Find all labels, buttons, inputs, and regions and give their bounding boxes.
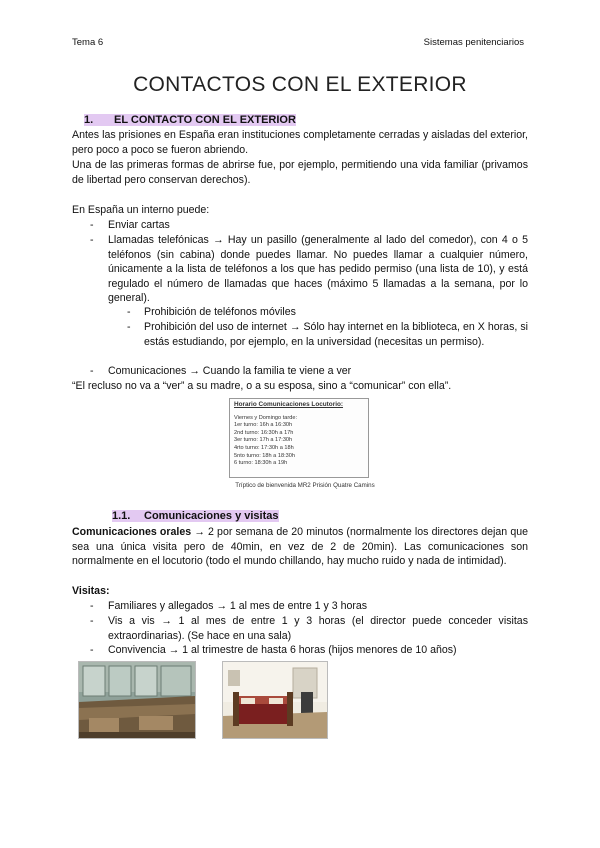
para-1: Antes las prisiones en España eran instituciones completamente cerradas y aisladas del exterior, pero poco a poco se fueron abriendo.: [72, 129, 528, 156]
section-1-number: 1.: [84, 114, 110, 126]
schedule-row: 5nto turno: 18h a 18:30h: [234, 452, 295, 459]
page-title: CONTACTOS CON EL EXTERIOR: [133, 73, 467, 96]
para-2: Una de las primeras formas de abrirse fue, por ejemplo, permitiendo una vida familiar (privamos de libertad pero conservan derechos).: [72, 159, 528, 186]
dash: -: [90, 234, 94, 246]
dash: -: [90, 615, 94, 627]
dash: -: [127, 306, 131, 318]
header-left: Tema 6: [72, 37, 104, 48]
dash: -: [127, 321, 131, 333]
oral-text: → 2 por semana de 20 minutos (normalmente los directores dejan que sea una única visita pero de 40min, en vez de 2 de 20min). Las comunicaciones son normalmente en el locutorio (todo el mundo chillando, hay mucho ruido y nada de intimidad).: [72, 526, 529, 567]
section-1-title: EL CONTACTO CON EL EXTERIOR: [110, 114, 296, 126]
quote: “El recluso no va a “ver” a su madre, o a su esposa, sino a “comunicar” con ella”.: [72, 380, 452, 392]
dash: -: [90, 600, 94, 612]
dash: -: [90, 365, 94, 377]
visit-item: Familiares y allegados → 1 al mes de entre 1 y 3 horas: [108, 600, 368, 612]
list-item: Enviar cartas: [108, 219, 170, 231]
sub-list-item: Prohibición del uso de internet → Sólo hay internet en la biblioteca, en X horas, si estás estudiando, por ejemplo, en la universidad (necesitas un permiso).: [144, 321, 528, 348]
visit-item: Vis a vis → 1 al mes de entre 1 y 3 horas (el director puede conceder visitas extraordinarias). (Se hace en una sala): [108, 615, 528, 642]
list-intro: En España un interno puede:: [72, 204, 210, 216]
schedule-title: Horario Comunicaciones Locutorio:: [234, 401, 344, 408]
schedule-row: 3er turno: 17h a 17:30h: [234, 437, 293, 444]
schedule-row: 2nd turno: 16:30h a 17h: [234, 429, 294, 436]
schedule-row: 6 turno: 18:30h a 19h: [234, 460, 288, 467]
schedule-days: Viernes y Domingo tarde:: [234, 414, 298, 421]
list-item: Comunicaciones → Cuando la familia te viene a ver: [108, 365, 352, 377]
dash: -: [90, 219, 94, 231]
schedule-row: 4rto turno: 17:30h a 18h: [234, 444, 294, 451]
schedule-image: [229, 398, 369, 478]
schedule-row: 1er turno: 16h a 16:30h: [234, 422, 293, 429]
sub-list-item: Prohibición de teléfonos móviles: [144, 306, 296, 318]
oral-communications: [72, 525, 528, 569]
visiting-room-photo: [78, 661, 196, 739]
visit-item: Convivencia → 1 al trimestre de hasta 6 horas (hijos menores de 10 años): [108, 644, 457, 656]
family-room-photo: [222, 661, 328, 739]
oral-label: Comunicaciones orales: [72, 526, 192, 538]
section-1-1-number: 1.1.: [112, 510, 140, 522]
section-1-1-heading: [112, 510, 279, 522]
dash: -: [90, 644, 94, 656]
visits-label: Visitas:: [72, 585, 110, 597]
list-item: Llamadas telefónicas → Hay un pasillo (generalmente al lado del comedor), con 4 o 5 teléfonos (sin cabina) donde puedes llamar. No puedes llamar a cualquier número, únicamente a la lista de teléfonos a los que has pedido permiso (una lista de 10), y está regulado el número de llamadas que haces (máximo 5 llamadas a la semana, por lo general).: [108, 234, 528, 304]
section-1-heading: [84, 114, 296, 126]
section-1-1-title: Comunicaciones y visitas: [140, 510, 279, 522]
schedule-caption: Tríptico de bienvenida MR2 Prisión Quatre Camins: [235, 482, 375, 489]
header-right: Sistemas penitenciarios: [423, 37, 524, 48]
